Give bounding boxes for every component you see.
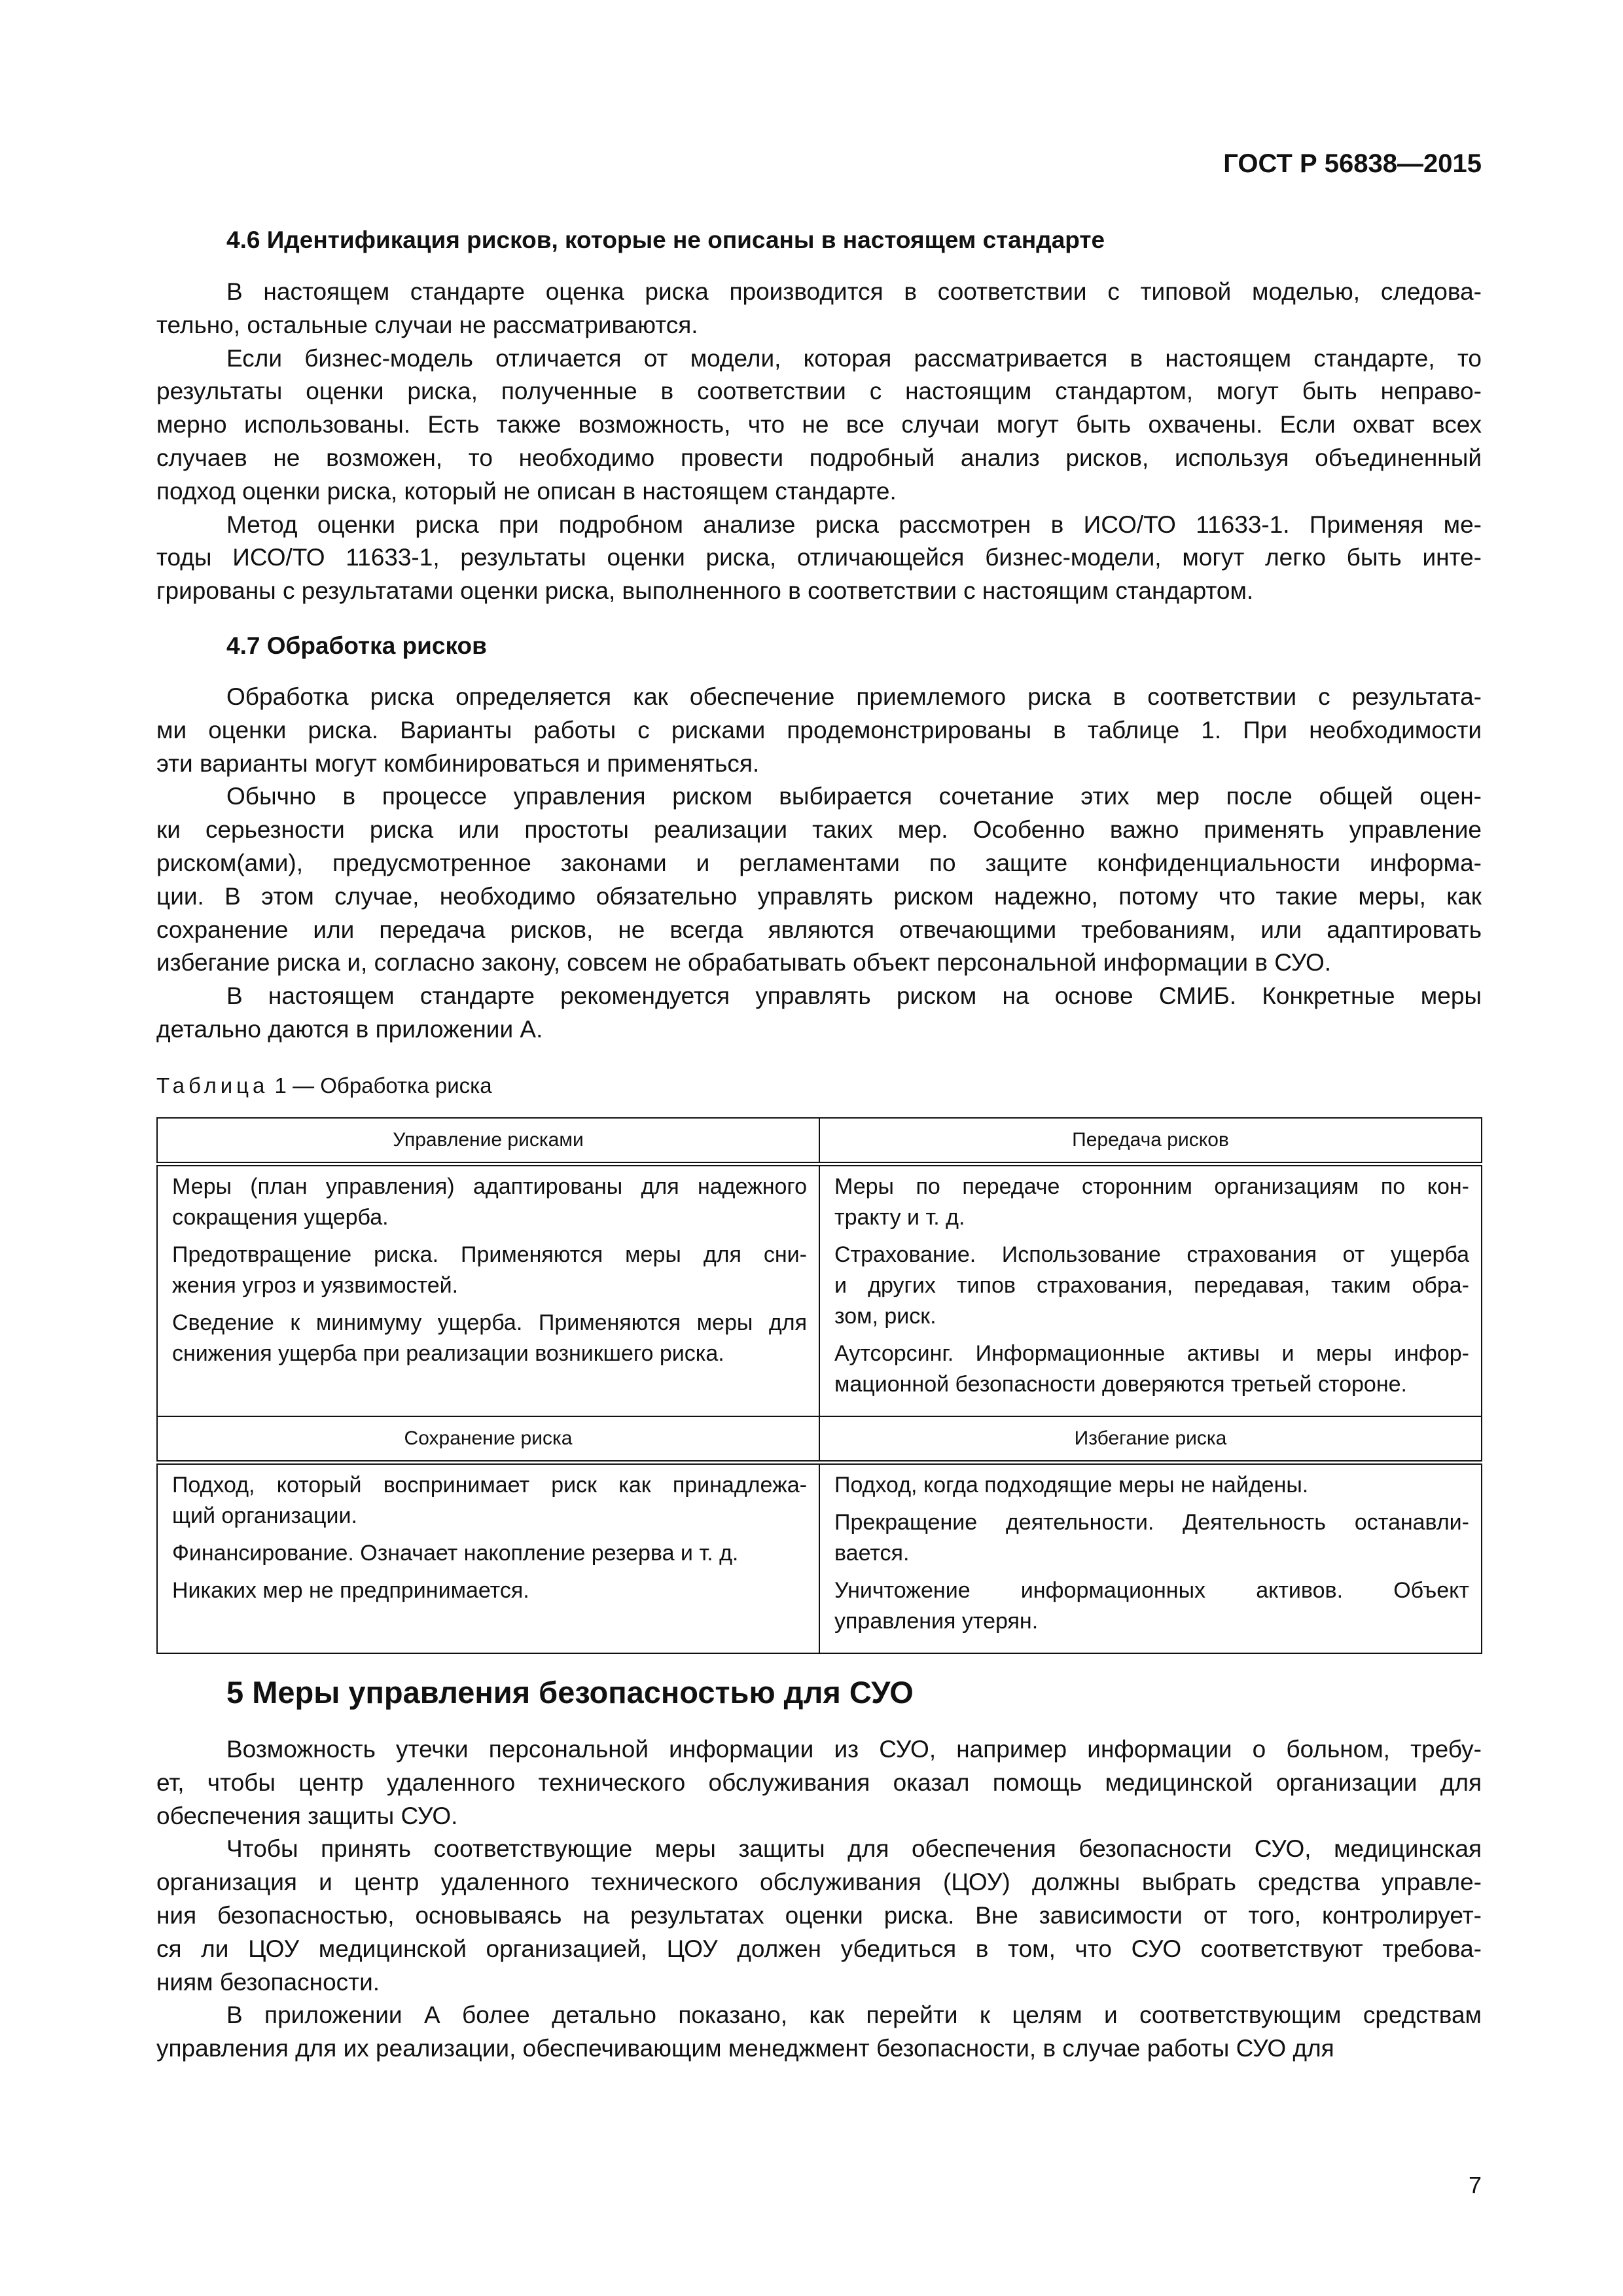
heading-section-5: 5 Меры управления безопасностью для СУО (226, 1675, 914, 1710)
paragraph-line: ми оценки риска. Варианты работы с рисками продемонстрированы в таблице 1. При необходимости (156, 716, 1482, 744)
cell-line: Никаких мер не предпринимается. (172, 1578, 529, 1603)
paragraph-line: обеспечения защиты СУО. (156, 1802, 458, 1829)
table-header-row (157, 1118, 1482, 1164)
cell-risk-management (157, 1164, 819, 1417)
cell-line: Подход, когда подходящие меры не найдены. (834, 1473, 1309, 1498)
paragraph-line: В приложении А более детально показано, как перейти к целям и соответствующим средствам (226, 2001, 1482, 2029)
paragraph-line: ции. В этом случае, необходимо обязательно управлять риском надежно, потому что такие меры, как (156, 882, 1482, 910)
header-risk-management: Управление рисками (157, 1118, 819, 1164)
cell-line: Меры по передаче сторонним организациям по кон- (834, 1174, 1469, 1199)
table-row (157, 1463, 1482, 1654)
cell-risk-retention (157, 1463, 819, 1654)
cell-line: щий организации. (172, 1503, 357, 1528)
section-4-7-body (156, 681, 1482, 1047)
paragraph-line: детально даются в приложении А. (156, 1015, 543, 1043)
paragraph-line: ет, чтобы центр удаленного технического обслуживания оказал помощь медицинской организации для (156, 1768, 1482, 1796)
document-id-header: ГОСТ Р 56838—2015 (1223, 149, 1482, 178)
cell-line: Меры (план управления) адаптированы для надежного (172, 1174, 807, 1199)
cell-paragraph (172, 1575, 807, 1606)
cell-risk-avoidance (819, 1463, 1482, 1654)
paragraph-line: В настоящем стандарте рекомендуется управлять риском на основе СМИБ. Конкретные меры (226, 982, 1482, 1010)
header-risk-retention: Сохранение риска (157, 1416, 819, 1463)
cell-line: снижения ущерба при реализации возникшего риска. (172, 1341, 724, 1366)
paragraph-line: подход оценки риска, который не описан в настоящем стандарте. (156, 477, 897, 505)
paragraph-line: управления для их реализации, обеспечивающим менеджмент безопасности, в случае работы СУО для (156, 2035, 1334, 2062)
cell-paragraph (834, 1575, 1469, 1637)
cell-line: сокращения ущерба. (172, 1205, 389, 1230)
paragraph-line: ниям безопасности. (156, 1968, 380, 1996)
paragraph-line: тоды ИСО/ТО 11633-1, результаты оценки риска, отличающейся бизнес-модели, могут легко быть инте- (156, 544, 1482, 571)
paragraph-line: сохранение или передача рисков, не всегда являются отвечающими требованиям, или адаптировать (156, 916, 1482, 943)
cell-paragraph (172, 1240, 807, 1301)
cell-paragraph (834, 1338, 1469, 1400)
section-5-body (156, 1733, 1482, 2066)
cell-line: зом, риск. (834, 1304, 936, 1329)
header-risk-transfer: Передача рисков (819, 1118, 1482, 1164)
page-number: 7 (1468, 2172, 1482, 2198)
cell-paragraph (172, 1308, 807, 1369)
cell-paragraph (172, 1172, 807, 1233)
table-caption-label: Таблица (156, 1073, 269, 1098)
table-row (157, 1164, 1482, 1417)
cell-paragraph (172, 1470, 807, 1532)
cell-line: и других типов страхования, передавая, таким обра- (834, 1273, 1469, 1298)
cell-line: мационной безопасности доверяются третьей стороне. (834, 1372, 1407, 1397)
paragraph-line: мерно использованы. Есть также возможность, что не все случаи могут быть охвачены. Если охват всех (156, 411, 1482, 439)
cell-line: Страхование. Использование страхования от ущерба (834, 1242, 1469, 1267)
cell-line: Подход, который воспринимает риск как принадлежа- (172, 1473, 807, 1498)
paragraph-line: Метод оценки риска при подробном анализе риска рассмотрен в ИСО/ТО 11633-1. Применяя ме- (226, 511, 1482, 538)
paragraph-line: ся ли ЦОУ медицинской организацией, ЦОУ должен убедиться в том, что СУО соответствуют требова- (156, 1935, 1482, 1962)
cell-line: Прекращение деятельности. Деятельность останавли- (834, 1510, 1469, 1535)
paragraph-line: В настоящем стандарте оценка риска производится в соответствии с типовой моделью, следова- (226, 278, 1482, 305)
paragraph-line: результаты оценки риска, полученные в соответствии с настоящим стандартом, могут быть неправо- (156, 378, 1482, 405)
cell-line: Аутсорсинг. Информационные активы и меры инфор- (834, 1341, 1469, 1366)
paragraph-line: грированы с результатами оценки риска, выполненного в соответствии с настоящим стандартом. (156, 577, 1254, 605)
heading-4-6: 4.6 Идентификация рисков, которые не описаны в настоящем стандарте (226, 226, 1105, 253)
cell-paragraph (834, 1240, 1469, 1332)
section-4-6-body (156, 276, 1482, 608)
cell-paragraph (834, 1470, 1469, 1501)
cell-line: управления утерян. (834, 1609, 1039, 1634)
paragraph-line: организация и центр удаленного технического обслуживания (ЦОУ) должны выбрать средства управле- (156, 1869, 1482, 1896)
cell-line: Предотвращение риска. Применяются меры для сни- (172, 1242, 807, 1267)
table-caption-text: 1 — Обработка риска (268, 1073, 492, 1098)
paragraph-line: избегание риска и, согласно закону, совсем не обрабатывать объект персональной информации в СУО. (156, 949, 1332, 977)
paragraph-line: ния безопасностью, основываясь на результатах оценки риска. Вне зависимости от того, контролирует- (156, 1901, 1482, 1929)
table-caption (156, 1073, 492, 1098)
header-risk-avoidance: Избегание риска (819, 1416, 1482, 1463)
cell-paragraph (834, 1172, 1469, 1233)
cell-paragraph (834, 1507, 1469, 1569)
paragraph-line: Чтобы принять соответствующие меры защиты для обеспечения безопасности СУО, медицинская (226, 1835, 1482, 1863)
cell-risk-transfer (819, 1164, 1482, 1417)
cell-line: Сведение к минимуму ущерба. Применяются меры для (172, 1310, 807, 1335)
cell-line: Уничтожение информационных активов. Объект (834, 1578, 1469, 1603)
table-header-row (157, 1416, 1482, 1463)
cell-line: жения угроз и уязвимостей. (172, 1273, 459, 1298)
paragraph-line: Если бизнес-модель отличается от модели, которая рассматривается в настоящем стандарте, то (226, 344, 1482, 372)
paragraph-line: эти варианты могут комбинироваться и применяться. (156, 749, 760, 777)
paragraph-line: Возможность утечки персональной информации из СУО, например информации о больном, требу- (226, 1736, 1482, 1763)
cell-line: вается. (834, 1541, 910, 1566)
risk-treatment-table (156, 1117, 1482, 1654)
paragraph-line: тельно, остальные случаи не рассматриваются. (156, 311, 698, 338)
cell-line: тракту и т. д. (834, 1205, 965, 1230)
cell-paragraph (172, 1538, 807, 1569)
paragraph-line: Обычно в процессе управления риском выбирается сочетание этих мер после общей оцен- (226, 783, 1482, 810)
heading-4-7: 4.7 Обработка рисков (226, 632, 487, 659)
cell-line: Финансирование. Означает накопление резерва и т. д. (172, 1541, 739, 1566)
paragraph-line: ки серьезности риска или простоты реализации таких мер. Особенно важно применять управление (156, 816, 1482, 844)
paragraph-line: риском(ами), предусмотренное законами и регламентами по защите конфиденциальности информа- (156, 849, 1482, 876)
paragraph-line: Обработка риска определяется как обеспечение приемлемого риска в соответствии с результата- (226, 683, 1482, 710)
paragraph-line: случаев не возможен, то необходимо провести подробный анализ рисков, используя объединенный (156, 444, 1482, 471)
